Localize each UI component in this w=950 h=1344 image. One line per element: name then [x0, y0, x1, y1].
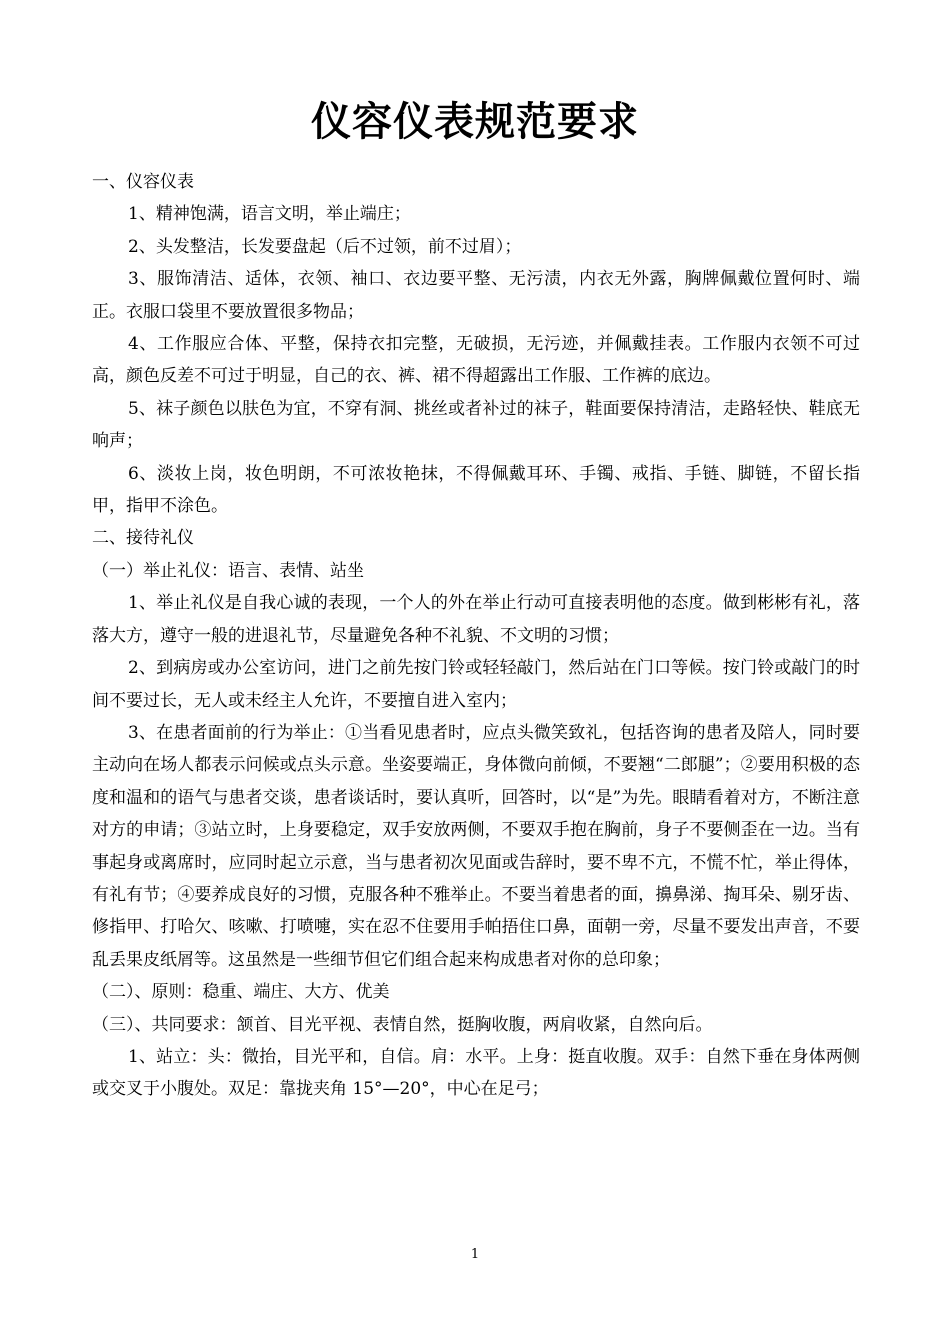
paragraph: 6、淡妆上岗，妆色明朗，不可浓妆艳抹，不得佩戴耳环、手镯、戒指、手链、脚链，不留长指甲，指甲不涂色。 [92, 463, 860, 517]
paragraph: 2、到病房或办公室访问，进门之前先按门铃或轻轻敲门，然后站在门口等候。按门铃或敲门的时间不要过长，无人或未经主人允许，不要擅自进入室内； [92, 658, 860, 711]
paragraph: 3、在患者面前的行为举止：①当看见患者时，应点头微笑致礼，包括咨询的患者及陪人，同时要主动向在场人都表示问候或点头示意。坐姿要端正，身体微向前倾，不要翘“二郎腿”；②要用积极的态度和温和的语气与患者交谈，患者谈话时，要认真听，回答时，以“是”为先。眼睛看着对方，不断注意对方的申请；③站立时，上身要稳定，双手安放两侧，不要双手抱在胸前，身子不要侧歪在一边。当有事起身或离席时，应同时起立示意，当与患者初次见面或告辞时，要不卑不亢，不慌不忙，举止得体，有礼有节；④要养成良好的习惯，克服各种不雅举止。不要当着患者的面，擤鼻涕、掏耳朵、剔牙齿、修指甲、打哈欠、咳嗽、打喷嚏，实在忍不住要用手帕捂住口鼻，面朝一旁，尽量不要发出声音，不要乱丢果皮纸屑等。这虽然是一些细节但它们组合起来构成患者对你的总印象； [92, 722, 860, 970]
paragraph: 1、精神饱满，语言文明，举止端庄； [128, 204, 411, 225]
page-number: 1 [470, 1247, 480, 1262]
document-body [92, 166, 860, 1106]
paragraph: （一）举止礼仪：语言、表情、站坐 [92, 560, 364, 581]
paragraph: 2、头发整洁，长发要盘起（后不过领，前不过眉）； [128, 236, 522, 257]
paragraph: 5、袜子颜色以肤色为宜，不穿有洞、挑丝或者补过的袜子，鞋面要保持清洁，走路轻快、鞋底无响声； [92, 398, 860, 452]
paragraph: （二）、原则：稳重、端庄、大方、优美 [92, 982, 390, 1003]
paragraph: 1、站立：头：微抬，目光平和，自信。肩：水平。上身：挺直收腹。双手：自然下垂在身体两侧或交叉于小腹处。双足：靠拢夹角 15°—20°，中心在足弓； [92, 1046, 860, 1100]
paragraph: 二、接待礼仪 [92, 528, 194, 549]
paragraph: （三）、共同要求：颔首、目光平视、表情自然，挺胸收腹，两肩收紧，自然向后。 [92, 1014, 713, 1035]
paragraph: 1、举止礼仪是自我心诚的表现，一个人的外在举止行动可直接表明他的态度。做到彬彬有礼，落落大方，遵守一般的进退礼节，尽量避免各种不礼貌、不文明的习惯； [92, 593, 860, 646]
paragraph: 3、服饰清洁、适体，衣领、袖口、衣边要平整、无污渍，内衣无外露，胸牌佩戴位置何时、端正。衣服口袋里不要放置很多物品； [92, 269, 860, 322]
paragraph: 4、工作服应合体、平整，保持衣扣完整，无破损，无污迹，并佩戴挂表。工作服内衣领不可过高，颜色反差不可过于明显，自己的衣、裤、裙不得超露出工作服、工作裤的底边。 [92, 334, 860, 387]
paragraph: 一、仪容仪表 [92, 172, 194, 192]
page-title: 仪容仪表规范要求 [311, 98, 639, 145]
